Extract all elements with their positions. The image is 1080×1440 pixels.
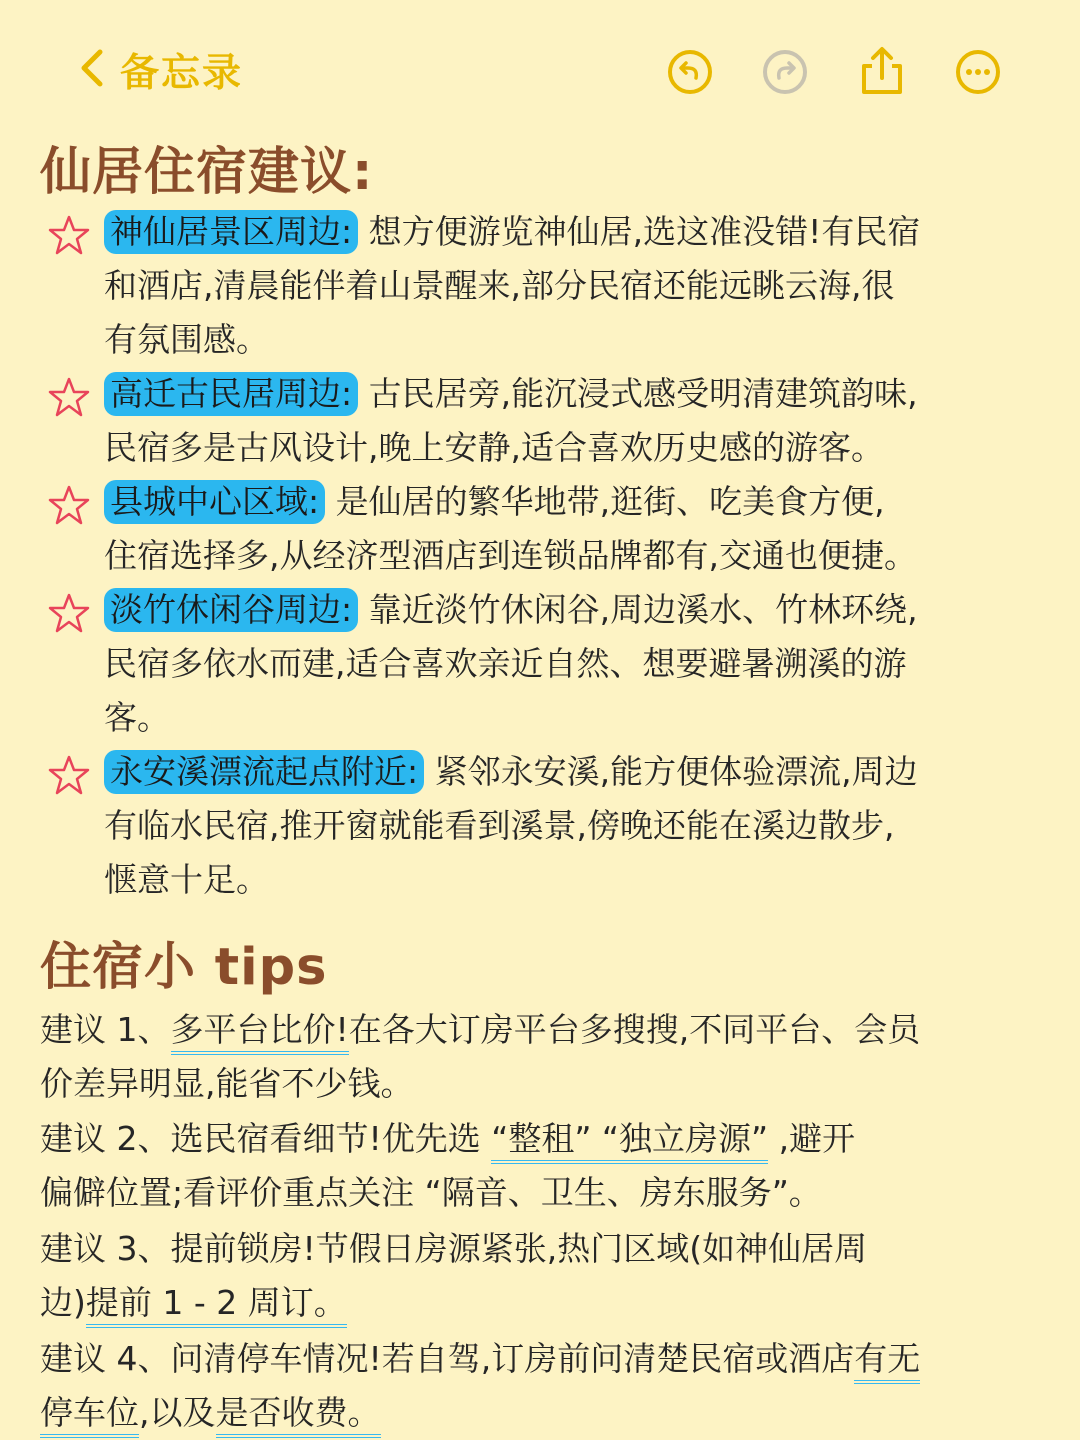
star-icon [48, 214, 90, 256]
area-tag: 神仙居景区周边: [104, 210, 358, 254]
underlined-text: 提前 1 - 2 周订。 [86, 1283, 347, 1328]
chevron-left-icon [72, 42, 112, 98]
item-text: 靠近淡竹休闲谷,周边溪水、竹林环绕, [368, 590, 918, 629]
tip-line: 建议 3、提前锁房!节假日房源紧张,热门区域(如神仙居周 [40, 1229, 868, 1268]
redo-icon [757, 44, 813, 100]
redo-button[interactable] [757, 44, 813, 100]
star-icon [48, 754, 90, 796]
tip-line: 建议 4、问清停车情况!若自驾,订房前问清楚民宿或酒店有无 [40, 1337, 920, 1385]
tip-line: 建议 1、多平台比价!在各大订房平台多搜搜,不同平台、会员 [40, 1008, 920, 1056]
item-text: 客。 [104, 698, 170, 737]
tip-line: 停车位,以及是否收费。 [40, 1391, 381, 1439]
item-text: 想方便游览神仙居,选这准没错!有民宿 [368, 212, 921, 251]
section-title-tips: 住宿小 tips [40, 938, 328, 997]
underlined-text: “整租” “独立房源” [491, 1119, 768, 1164]
section-title-lodging: 仙居住宿建议: [40, 143, 374, 202]
nav-bar [0, 0, 1080, 130]
underlined-text: 停车位 [40, 1393, 139, 1438]
item-text: 民宿多依水而建,适合喜欢亲近自然、想要避暑溯溪的游 [104, 644, 907, 683]
tip-line: 价差异明显,能省不少钱。 [40, 1064, 414, 1103]
underlined-text: 多平台比价! [171, 1010, 349, 1055]
item-text: 有氛围感。 [104, 320, 269, 359]
item-text: 有临水民宿,推开窗就能看到溪景,傍晚还能在溪边散步, [104, 806, 895, 845]
area-tag: 高迁古民居周边: [104, 372, 358, 416]
item-text: 住宿选择多,从经济型酒店到连锁品牌都有,交通也便捷。 [104, 536, 917, 575]
area-tag: 永安溪漂流起点附近: [104, 750, 424, 794]
underlined-text: 是否收费。 [216, 1393, 381, 1438]
underlined-text: 有无 [854, 1339, 920, 1384]
star-icon [48, 376, 90, 418]
share-button[interactable] [854, 44, 910, 100]
item-text: 和酒店,清晨能伴着山景醒来,部分民宿还能远眺云海,很 [104, 266, 895, 305]
item-text: 紧邻永安溪,能方便体验漂流,周边 [434, 752, 918, 791]
item-text: 古民居旁,能沉浸式感受明清建筑韵味, [368, 374, 918, 413]
area-tag: 县城中心区域: [104, 480, 325, 524]
back-button[interactable] [72, 40, 243, 100]
more-icon [950, 44, 1006, 100]
area-tag: 淡竹休闲谷周边: [104, 588, 358, 632]
undo-icon [662, 44, 718, 100]
item-text: 是仙居的繁华地带,逛街、吃美食方便, [335, 482, 885, 521]
item-text: 惬意十足。 [104, 860, 269, 899]
more-button[interactable] [950, 44, 1006, 100]
star-icon [48, 592, 90, 634]
tip-line: 偏僻位置;看评价重点关注 “隔音、卫生、房东服务”。 [40, 1173, 822, 1212]
tip-line: 边)提前 1 - 2 周订。 [40, 1281, 347, 1329]
back-label: 备忘录 [120, 51, 244, 96]
star-icon [48, 484, 90, 526]
share-icon [854, 44, 910, 100]
undo-button[interactable] [662, 44, 718, 100]
tip-line: 建议 2、选民宿看细节!优先选 “整租” “独立房源” ,避开 [40, 1117, 855, 1165]
item-text: 民宿多是古风设计,晚上安静,适合喜欢历史感的游客。 [104, 428, 884, 467]
